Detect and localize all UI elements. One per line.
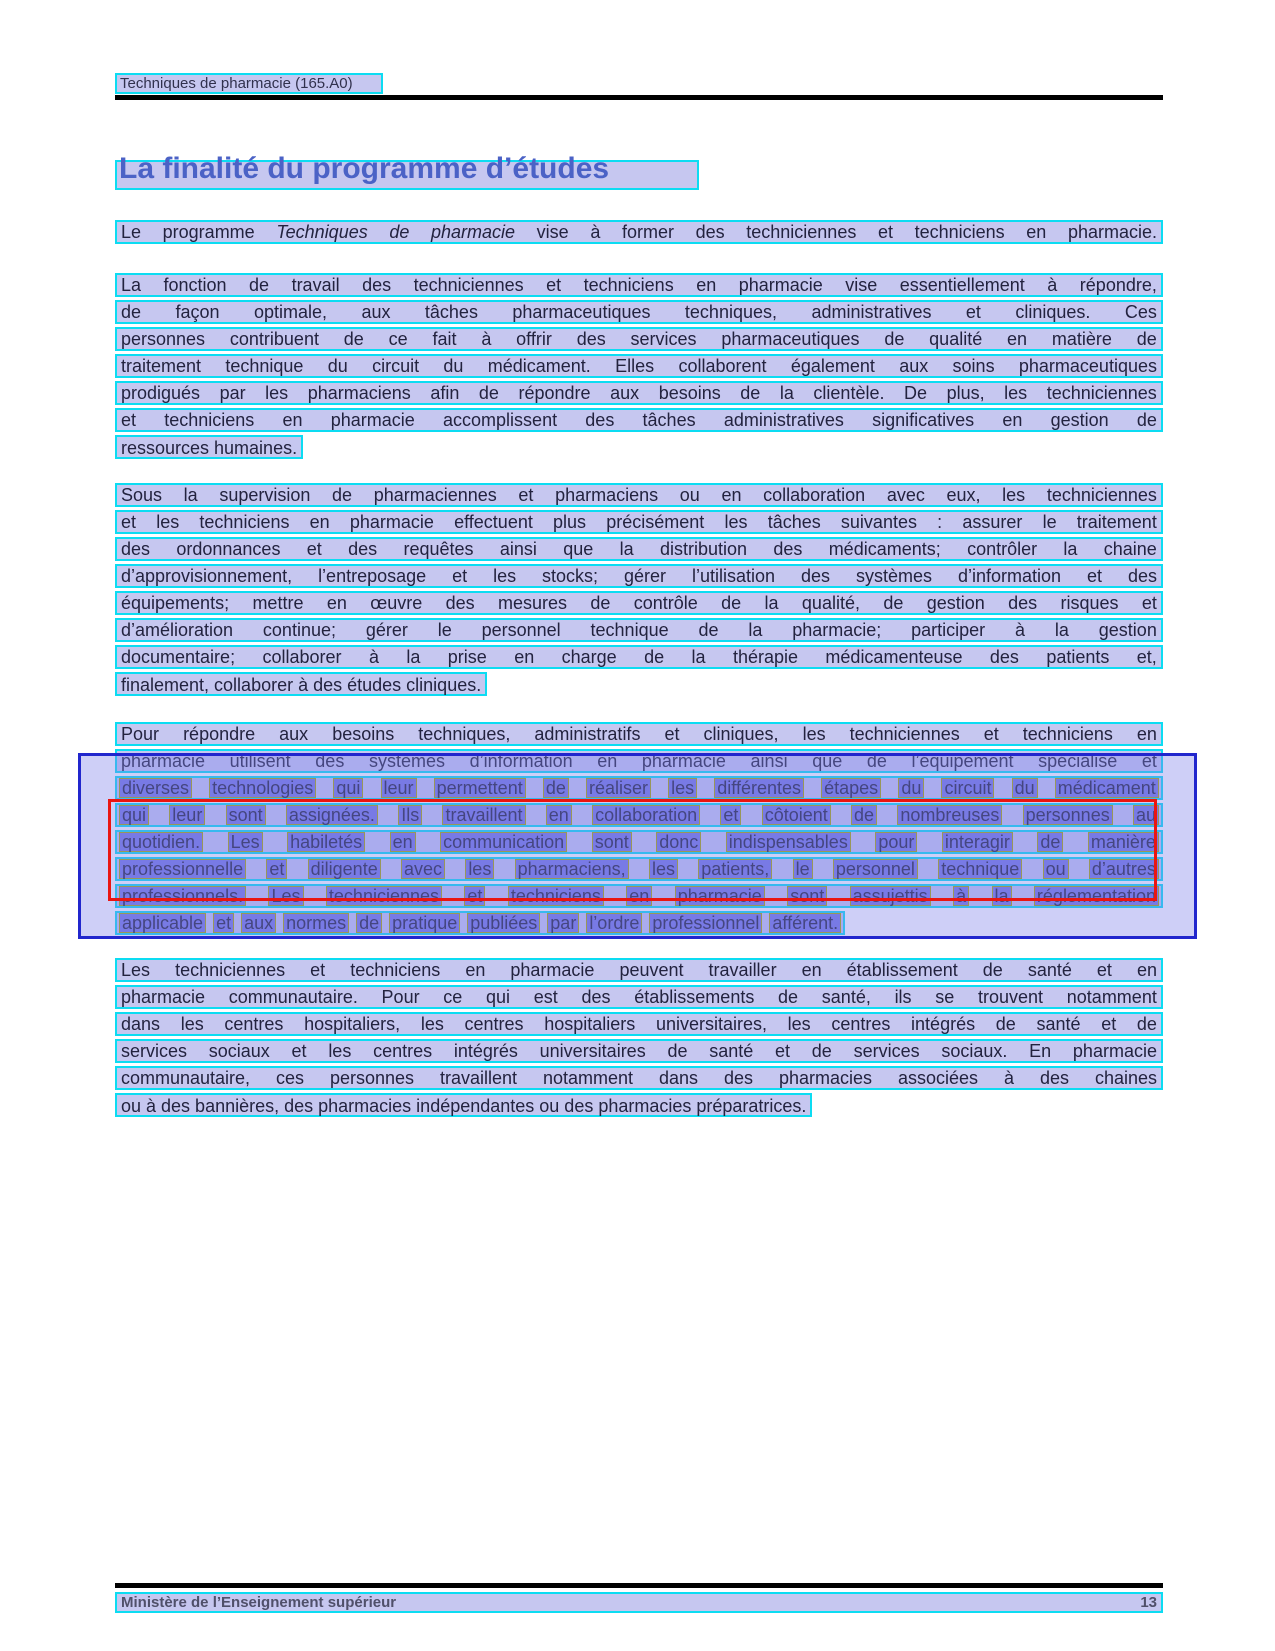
text-line: ou à des bannières, des pharmacies indépendantes ou des pharmacies préparatrices. bbox=[115, 1093, 812, 1117]
word-box: sont bbox=[226, 805, 266, 825]
word-box: au bbox=[1133, 805, 1159, 825]
word-box: pharmaciens, bbox=[515, 859, 629, 879]
word-box: communication bbox=[440, 832, 567, 852]
word-box: Les bbox=[228, 832, 263, 852]
word-box: Les bbox=[268, 886, 303, 906]
word-box: collaboration bbox=[592, 805, 700, 825]
paragraph-besoins-techniques bbox=[115, 722, 1163, 938]
text-line: Sous la supervision de pharmaciennes et pharmaciens ou en collaboration avec eux, les techniciennes bbox=[115, 483, 1163, 507]
text-line: services sociaux et les centres intégrés universitaires de santé et de services sociaux. En pharmacie bbox=[115, 1039, 1163, 1063]
word-box: technique bbox=[938, 859, 1022, 879]
word-box: manière bbox=[1088, 832, 1159, 852]
word-box: diligente bbox=[308, 859, 381, 879]
word-box: qui bbox=[119, 805, 149, 825]
word-box: en bbox=[390, 832, 416, 852]
word-box: normes bbox=[283, 913, 349, 933]
word-box: techniciens bbox=[508, 886, 604, 906]
word-box: les bbox=[465, 859, 494, 879]
word-box: du bbox=[1012, 778, 1038, 798]
word-box: de bbox=[851, 805, 877, 825]
word-box: médicament bbox=[1055, 778, 1159, 798]
text-line: pharmacie communautaire. Pour ce qui est des établissements de santé, ils se trouvent notamment bbox=[115, 985, 1163, 1009]
text-line: traitement technique du circuit du médicament. Elles collaborent également aux soins pharmaceutiques bbox=[115, 354, 1163, 378]
word-box: travaillent bbox=[442, 805, 525, 825]
word-box: étapes bbox=[821, 778, 881, 798]
word-box: et bbox=[213, 913, 234, 933]
footer-rule bbox=[115, 1583, 1163, 1588]
word-box: leur bbox=[381, 778, 417, 798]
word-box: qui bbox=[333, 778, 363, 798]
word-box: professionnels. bbox=[119, 886, 246, 906]
word-box: permettent bbox=[434, 778, 526, 798]
text-line: La fonction de travail des techniciennes et techniciens en pharmacie vise essentiellement à répondre, bbox=[115, 273, 1163, 297]
paragraph-milieux-travail bbox=[115, 958, 1163, 1120]
text-line bbox=[115, 776, 1163, 800]
word-box: réglementation bbox=[1034, 886, 1159, 906]
word-box: assujettis bbox=[850, 886, 931, 906]
word-box: la bbox=[992, 886, 1012, 906]
text-line: Les techniciennes et techniciens en pharmacie peuvent travailler en établissement de santé et en bbox=[115, 958, 1163, 982]
word-box: les bbox=[649, 859, 678, 879]
text-line bbox=[115, 884, 1163, 908]
word-box: sont bbox=[787, 886, 827, 906]
word-box: interagir bbox=[942, 832, 1013, 852]
word-box: publiées bbox=[467, 913, 540, 933]
word-box: de bbox=[356, 913, 382, 933]
text-line: de façon optimale, aux tâches pharmaceutiques techniques, administratives et cliniques. Ces bbox=[115, 300, 1163, 324]
page-footer bbox=[115, 1592, 1163, 1613]
text-line: des ordonnances et des requêtes ainsi que la distribution des médicaments; contrôler la chaine bbox=[115, 537, 1163, 561]
word-box: à bbox=[953, 886, 969, 906]
text-line: ressources humaines. bbox=[115, 435, 303, 459]
text-line: dans les centres hospitaliers, les centres hospitaliers universitaires, les centres intégrés de santé et de bbox=[115, 1012, 1163, 1036]
word-box: afférent. bbox=[769, 913, 841, 933]
word-box: techniciennes bbox=[326, 886, 442, 906]
word-box: le bbox=[793, 859, 813, 879]
footer-label: Ministère de l’Enseignement supérieur bbox=[121, 1594, 397, 1611]
word-box: personnel bbox=[833, 859, 918, 879]
word-box: et bbox=[464, 886, 485, 906]
header-rule bbox=[115, 95, 1163, 100]
text-line: finalement, collaborer à des études cliniques. bbox=[115, 672, 487, 696]
text-line: et les techniciens en pharmacie effectuent plus précisément les tâches suivantes : assurer le traitement bbox=[115, 510, 1163, 534]
text-line bbox=[115, 911, 845, 935]
header-label: Techniques de pharmacie (165.A0) bbox=[120, 75, 353, 92]
page-title: La finalité du programme d’études bbox=[119, 152, 610, 185]
word-box: différentes bbox=[714, 778, 804, 798]
text-line: pharmacie utilisent des systèmes d’information en pharmacie ainsi que de l’équipement spécialisé et bbox=[115, 749, 1163, 773]
word-box: et bbox=[266, 859, 287, 879]
word-box: nombreuses bbox=[897, 805, 1002, 825]
word-box: sont bbox=[592, 832, 632, 852]
word-box: l’ordre bbox=[586, 913, 642, 933]
word-box: indispensables bbox=[726, 832, 851, 852]
word-box: quotidien. bbox=[119, 832, 203, 852]
word-box: de bbox=[543, 778, 569, 798]
word-box: pratique bbox=[389, 913, 460, 933]
word-box: pour bbox=[875, 832, 917, 852]
page-title-highlight bbox=[115, 152, 699, 190]
word-box: diverses bbox=[119, 778, 192, 798]
text-line: Le programme Techniques de pharmacie vise à former des techniciennes et techniciens en pharmacie. bbox=[115, 220, 1163, 244]
paragraph-fonction-travail bbox=[115, 273, 1163, 462]
word-box: circuit bbox=[941, 778, 994, 798]
word-box: par bbox=[547, 913, 579, 933]
word-box: avec bbox=[401, 859, 445, 879]
word-box: habiletés bbox=[287, 832, 365, 852]
text-line: personnes contribuent de ce fait à offrir des services pharmaceutiques de qualité en matière de bbox=[115, 327, 1163, 351]
word-box: Ils bbox=[398, 805, 422, 825]
word-box: en bbox=[546, 805, 572, 825]
text-line bbox=[115, 803, 1163, 827]
word-box: de bbox=[1037, 832, 1063, 852]
word-box: technologies bbox=[209, 778, 316, 798]
word-box: d’autres bbox=[1089, 859, 1159, 879]
word-box: ou bbox=[1043, 859, 1069, 879]
text-line: d’amélioration continue; gérer le personnel technique de la pharmacie; participer à la gestion bbox=[115, 618, 1163, 642]
text-line: Pour répondre aux besoins techniques, administratifs et cliniques, les techniciennes et techniciens en bbox=[115, 722, 1163, 746]
word-box: réaliser bbox=[586, 778, 651, 798]
text-line: d’approvisionnement, l’entreposage et les stocks; gérer l’utilisation des systèmes d’information et des bbox=[115, 564, 1163, 588]
page-header bbox=[115, 73, 383, 94]
page-number: 13 bbox=[1140, 1594, 1157, 1611]
word-box: et bbox=[720, 805, 741, 825]
word-box: personnes bbox=[1023, 805, 1113, 825]
word-box: du bbox=[898, 778, 924, 798]
text-line: documentaire; collaborer à la prise en charge de la thérapie médicamenteuse des patients et, bbox=[115, 645, 1163, 669]
word-box: assignées. bbox=[286, 805, 378, 825]
word-box: patients, bbox=[698, 859, 772, 879]
text-line: prodigués par les pharmaciens afin de répondre aux besoins de la clientèle. De plus, les techniciennes bbox=[115, 381, 1163, 405]
text-line: communautaire, ces personnes travaillent notamment dans des pharmacies associées à des chaines bbox=[115, 1066, 1163, 1090]
text-line: et techniciens en pharmacie accomplissent des tâches administratives significatives en gestion de bbox=[115, 408, 1163, 432]
text-line bbox=[115, 857, 1163, 881]
word-box: les bbox=[668, 778, 697, 798]
word-box: applicable bbox=[119, 913, 206, 933]
word-box: aux bbox=[241, 913, 276, 933]
text-line bbox=[115, 830, 1163, 854]
word-box: professionnelle bbox=[119, 859, 246, 879]
word-box: leur bbox=[169, 805, 205, 825]
word-box: professionnel bbox=[649, 913, 762, 933]
paragraph-intro bbox=[115, 220, 1163, 247]
word-box: en bbox=[626, 886, 652, 906]
word-box: côtoient bbox=[762, 805, 831, 825]
text-line: équipements; mettre en œuvre des mesures de contrôle de la qualité, de gestion des risques et bbox=[115, 591, 1163, 615]
word-box: pharmacie bbox=[675, 886, 765, 906]
word-box: donc bbox=[656, 832, 701, 852]
paragraph-supervision bbox=[115, 483, 1163, 699]
